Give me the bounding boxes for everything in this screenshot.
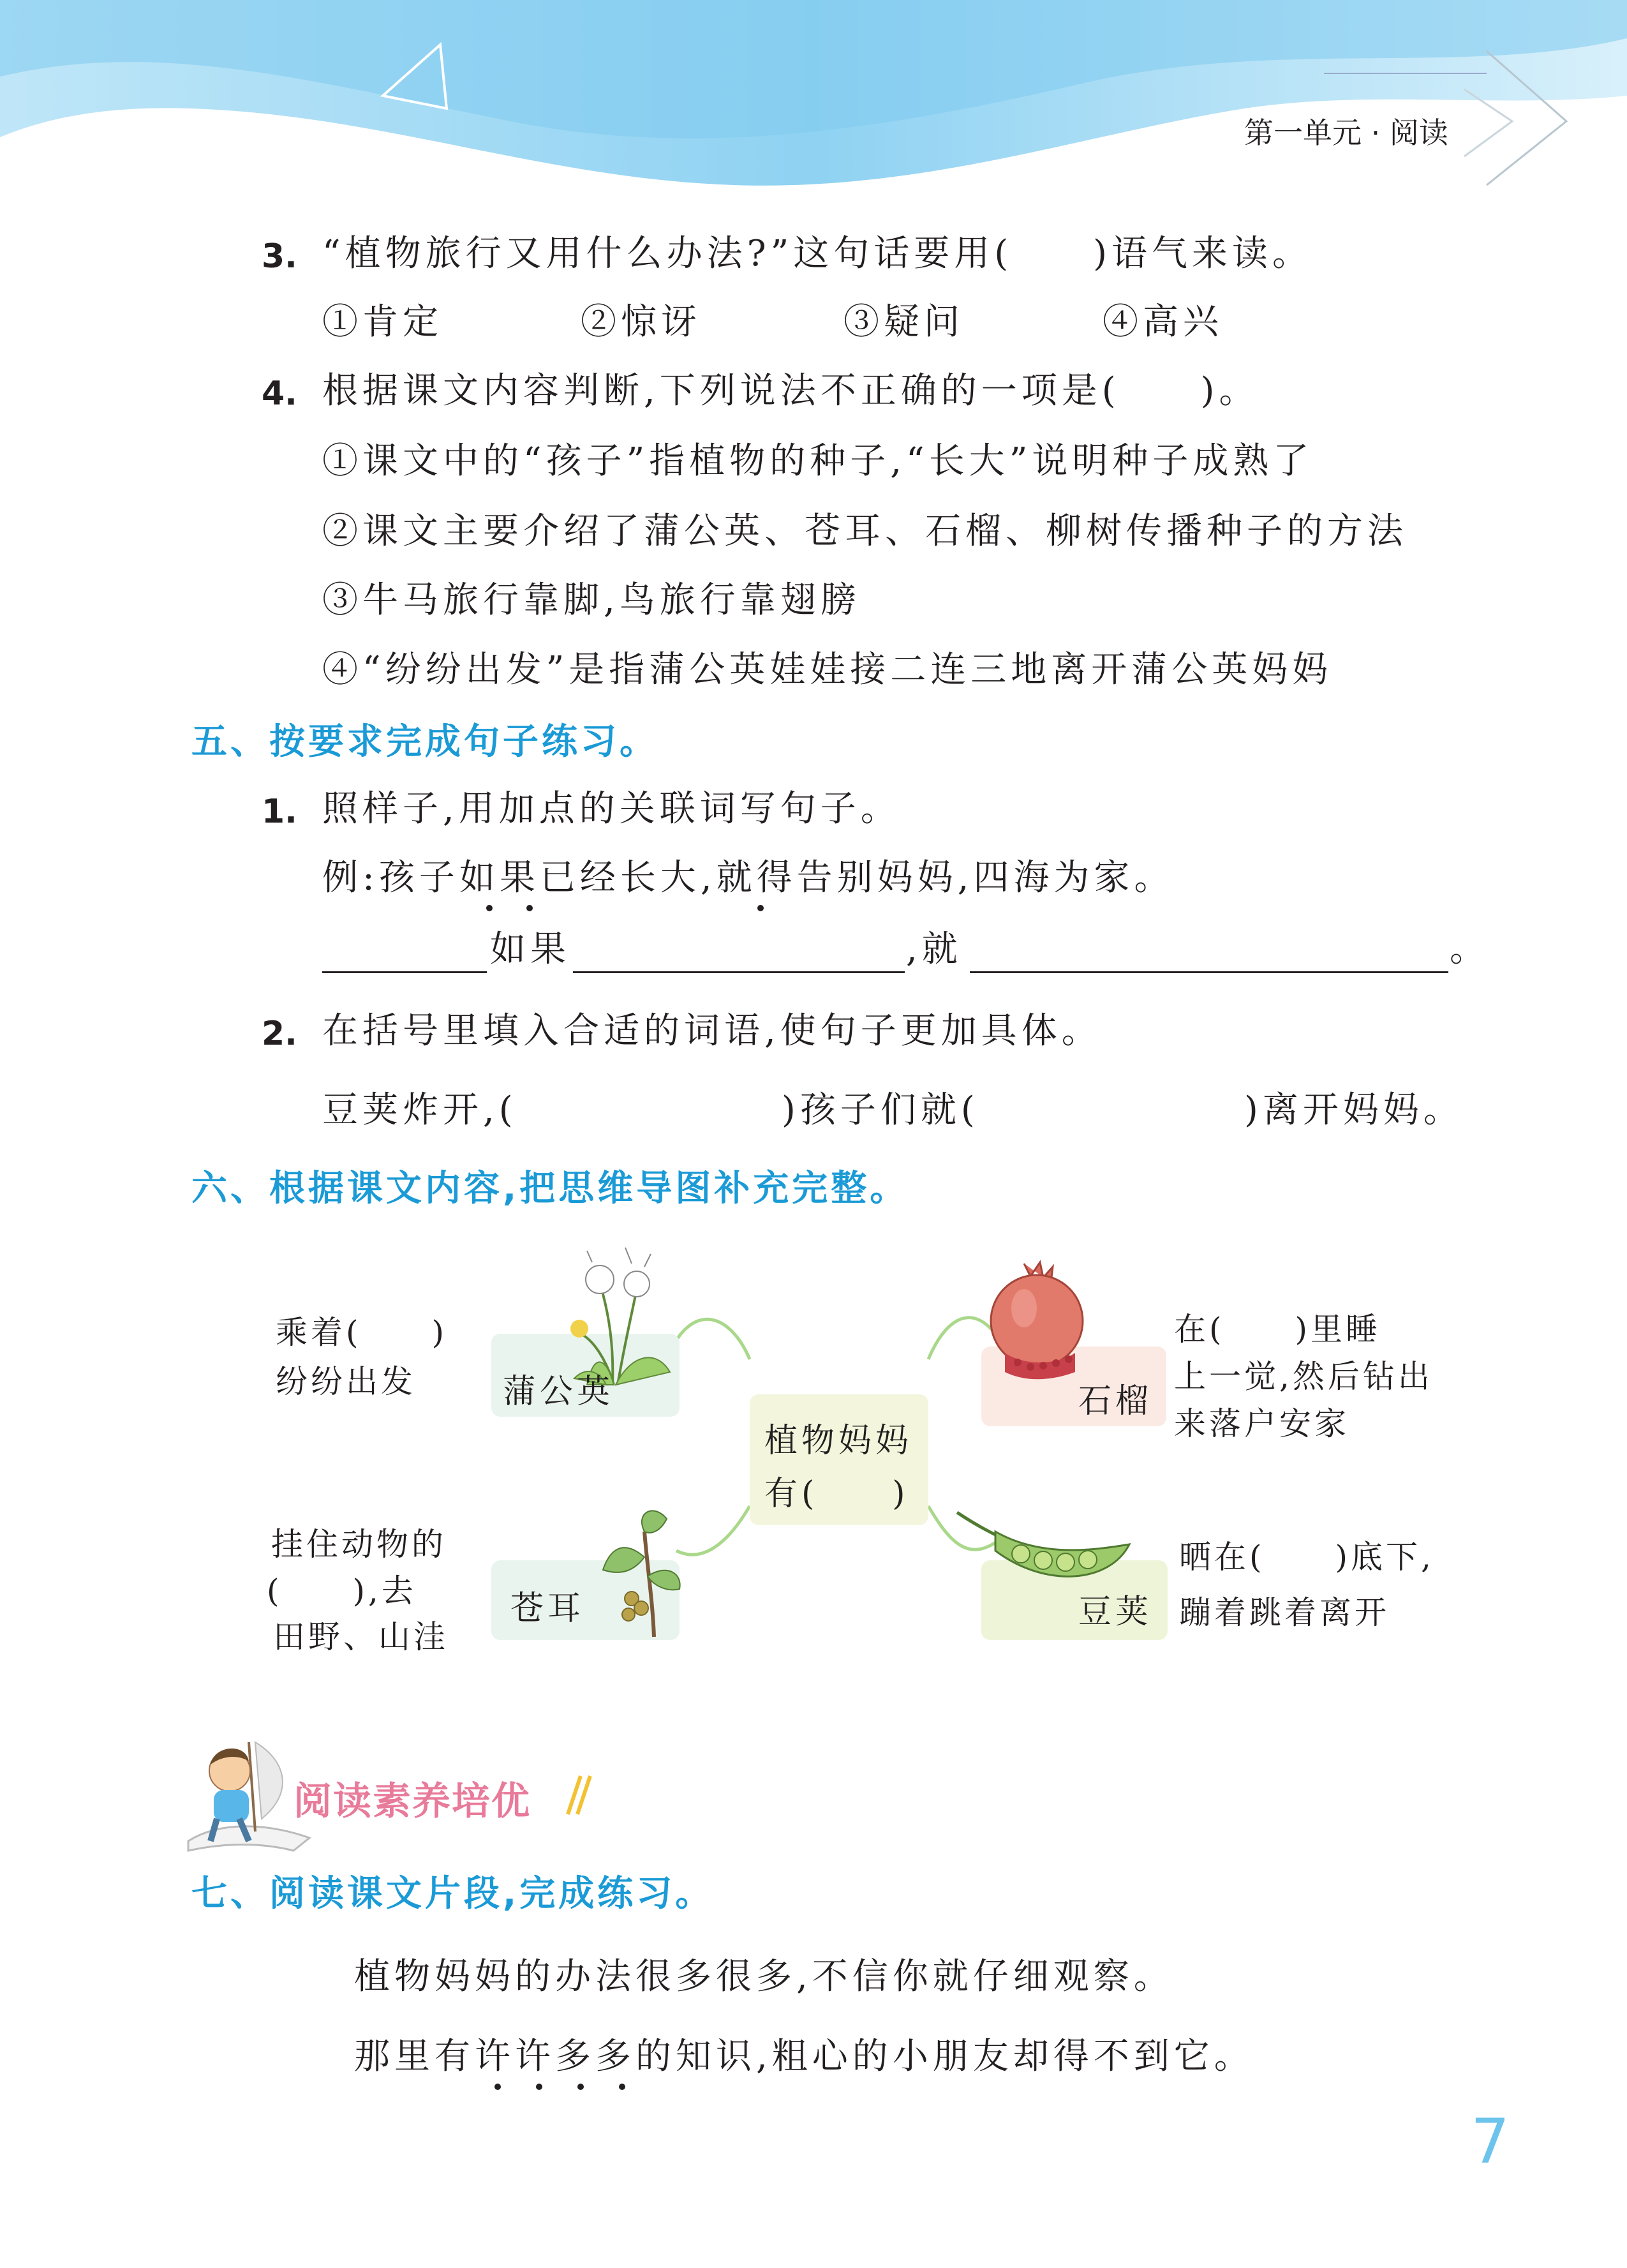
- pomegranate-desc-2: 上一觉,然后钻出: [1174, 1358, 1433, 1395]
- question-3-number: 3.: [262, 237, 297, 276]
- s5-q2-sentence-b: )孩子们就(: [782, 1089, 979, 1131]
- pomegranate-icon: [979, 1257, 1094, 1385]
- dandelion-desc-2: 纷纷出发: [276, 1363, 416, 1400]
- reading-line-2: 那里有许许多多的知识,粗心的小朋友却得不到它。: [354, 2036, 1254, 2077]
- q4-option-1: ①课文中的“孩子”指植物的种子,“长大”说明种子成熟了: [322, 440, 1314, 482]
- fill-word-ruguo: 如果: [490, 929, 570, 970]
- pomegranate-desc-1: 在( )里睡: [1174, 1311, 1381, 1348]
- q4-option-4: ④“纷纷出发”是指蒲公英娃娃接二连三地离开蒲公英妈妈: [322, 649, 1333, 690]
- peapod-icon: [951, 1506, 1136, 1589]
- header-wave: [0, 0, 1627, 204]
- s5-example: 例:孩子如果已经长大,就得告别妈妈,四海为家。: [322, 857, 1175, 899]
- pomegranate-desc-3: 来落户安家: [1174, 1405, 1349, 1442]
- burdock-desc-1: 挂住动物的: [271, 1526, 447, 1563]
- emphasis-dot: [494, 2084, 501, 2090]
- emphasis-dot: [619, 2084, 625, 2090]
- reading-line-1: 植物妈妈的办法很多很多,不信你就仔细观察。: [354, 1956, 1174, 1997]
- emphasis-dot: [486, 905, 493, 911]
- s5-q1-number: 1.: [262, 793, 297, 831]
- dandelion-label: 蒲公英: [503, 1373, 614, 1411]
- banner-text: 阅读素养培优: [293, 1779, 531, 1824]
- answer-blank[interactable]: [322, 971, 487, 973]
- section-7-title: 七、阅读课文片段,完成练习。: [191, 1873, 715, 1914]
- peapod-desc-2: 蹦着跳着离开: [1179, 1594, 1390, 1631]
- mindmap-center-line1: 植物妈妈: [764, 1422, 913, 1460]
- burdock-desc-2: ( ),去: [267, 1572, 417, 1609]
- dandelion-icon: [561, 1244, 683, 1391]
- s5-q2-number: 2.: [262, 1015, 297, 1053]
- pomegranate-label: 石榴: [1078, 1382, 1153, 1421]
- section-5-title: 五、按要求完成句子练习。: [191, 721, 658, 763]
- s5-q1-text: 照样子,用加点的关联词写句子。: [322, 788, 901, 830]
- s5-q2-sentence-c: )离开妈妈。: [1244, 1089, 1464, 1131]
- emphasis-dot: [577, 2084, 584, 2090]
- question-4-number: 4.: [262, 375, 297, 413]
- unit-label: 第一单元 · 阅读: [1244, 116, 1448, 150]
- fill-word-jiu: ,就: [906, 929, 962, 970]
- section-6-title: 六、根据课文内容,把思维导图补充完整。: [191, 1168, 909, 1209]
- q3-option-1: ①肯定: [322, 301, 443, 343]
- question-3-text: “植物旅行又用什么办法?”这句话要用( )语气来读。: [322, 233, 1312, 274]
- answer-blank[interactable]: [970, 971, 1448, 973]
- emphasis-dot: [526, 905, 533, 911]
- burdock-icon: [597, 1506, 686, 1640]
- burdock-desc-3: 田野、山洼: [273, 1618, 449, 1655]
- fill-end: 。: [1450, 929, 1490, 970]
- page-number: 7: [1471, 2106, 1510, 2177]
- emphasis-dot: [536, 2084, 542, 2090]
- s5-q2-sentence-a: 豆荚炸开,(: [322, 1089, 517, 1131]
- peapod-label: 豆荚: [1078, 1593, 1153, 1631]
- mindmap-center-line2: 有( ): [764, 1475, 909, 1513]
- q3-option-2: ②惊讶: [581, 301, 701, 343]
- question-4-text: 根据课文内容判断,下列说法不正确的一项是( )。: [322, 370, 1259, 412]
- banner-stripes: [555, 1773, 593, 1817]
- q3-option-3: ③疑问: [843, 301, 964, 343]
- dandelion-desc-1: 乘着( ): [276, 1314, 448, 1351]
- q4-option-2: ②课文主要介绍了蒲公英、苍耳、石榴、柳树传播种子的方法: [322, 511, 1408, 552]
- burdock-label: 苍耳: [510, 1590, 585, 1628]
- q3-option-4: ④高兴: [1103, 301, 1223, 343]
- emphasis-dot: [757, 905, 764, 911]
- q4-option-3: ③牛马旅行靠脚,鸟旅行靠翅膀: [322, 579, 861, 621]
- s5-q2-text: 在括号里填入合适的词语,使句子更加具体。: [322, 1010, 1102, 1052]
- answer-blank[interactable]: [573, 971, 905, 973]
- peapod-desc-1: 晒在( )底下,: [1179, 1539, 1434, 1576]
